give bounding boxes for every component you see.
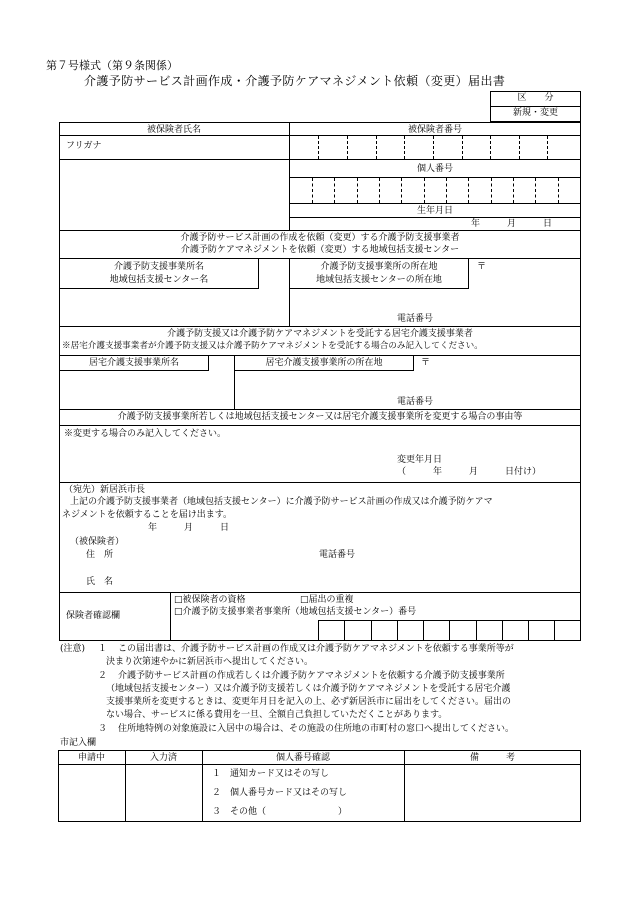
homecare-postal-mark: 〒 — [421, 358, 431, 368]
city-applying-cell[interactable] — [59, 765, 124, 821]
category-label: 区 分 — [517, 93, 554, 103]
note-1-number: １ — [98, 644, 108, 654]
insured-name-field[interactable] — [60, 160, 288, 229]
insurer-check-label: 保険者確認欄 — [66, 611, 121, 621]
city-col-id-check: 個人番号確認 — [275, 753, 330, 763]
applicant-address-label: 住 所 — [86, 550, 114, 560]
applicant-address-field[interactable] — [120, 548, 310, 562]
note-2-line-2: （地域包括支援センター）又は介護予防支援若しくは介護予防ケアマネジメントを受託する居宅介護 — [106, 684, 511, 694]
city-col-entered: 入力済 — [149, 753, 177, 763]
check-duplicate[interactable]: □届出の重複 — [300, 595, 354, 605]
city-col-remarks: 備 考 — [469, 753, 515, 763]
birthdate-field[interactable]: 年 月 日 — [471, 219, 553, 229]
check-qualification[interactable]: □被保険者の資格 — [174, 595, 246, 605]
declaration-line-2: ネジメントを依頼することを届け出ます。 — [62, 510, 233, 520]
check-provider-number[interactable]: □介護予防支援事業者事業所（地域包括支援センター）番号 — [174, 607, 417, 617]
provider-heading-2: 介護予防ケアマネジメントを依頼（変更）する地域包括支援センター — [180, 245, 460, 255]
note-2-line-3: 支援事業所を変更するときは、変更年月日を記入の上、必ず新居浜市に届出をしてください。届出の — [106, 697, 512, 707]
id-check-item-3[interactable]: ３ その他（ ） — [212, 807, 348, 817]
note-2-line-4: ない場合、サービスに係る費用を一旦、全額自己負担していただくことがあります。 — [106, 710, 448, 720]
change-date-label: 変更年月日 — [397, 455, 443, 465]
applicant-label: （被保険者） — [70, 537, 125, 547]
note-3-number: ３ — [98, 724, 108, 734]
insured-number-label: 被保険者番号 — [407, 125, 462, 135]
city-entered-cell[interactable] — [126, 765, 201, 821]
homecare-heading-1: 介護予防支援又は介護予防ケアマネジメントを受託する居宅介護支援事業者 — [167, 329, 473, 339]
provider-name-field[interactable] — [60, 290, 288, 325]
category-value[interactable]: 新規・変更 — [512, 108, 558, 118]
birthdate-label: 生年月日 — [416, 206, 453, 216]
provider-address-label-2: 地域包括支援センターの所在地 — [316, 275, 442, 285]
provider-postal-mark: 〒 — [477, 262, 487, 272]
form-title: 介護予防サービス計画作成・介護予防ケアマネジメント依頼（変更）届出書 — [84, 74, 506, 88]
city-col-applying: 申請中 — [77, 753, 105, 763]
insured-name-label: 被保険者氏名 — [146, 125, 201, 135]
notes-prefix: (注意) — [60, 644, 86, 654]
homecare-address-label: 居宅介護支援事業所の所在地 — [265, 358, 383, 368]
provider-address-label-1: 介護予防支援事業所の所在地 — [320, 262, 438, 272]
applicant-name-label: 氏 名 — [86, 577, 114, 587]
provider-name-label-1: 介護予防支援事業所名 — [113, 262, 204, 272]
provider-heading-1: 介護予防サービス計画の作成を依頼（変更）する介護予防支援事業者 — [180, 233, 460, 243]
provider-name-label-2: 地域包括支援センター名 — [109, 275, 209, 285]
note-1-line-1: この届出書は、介護予防サービス計画の作成又は介護予防ケアマネジメントを依頼する事業所等が — [118, 644, 514, 654]
change-note: ※変更する場合のみ記入してください。 — [64, 429, 227, 439]
furigana-label: フリガナ — [66, 141, 102, 151]
applicant-phone-field[interactable] — [360, 548, 570, 562]
change-reason-label: 介護予防支援事業所若しくは地域包括支援センター又は居宅介護支援事業所を変更する場合の事由等 — [117, 412, 523, 422]
declaration-line-1: 上記の介護予防支援事業者（地域包括支援センター）に介護予防サービス計画の作成又は介護予防ケアマ — [70, 497, 493, 507]
declaration-date[interactable]: 年 月 日 — [148, 523, 230, 533]
homecare-heading-2: ※居宅介護支援事業者が介護予防支援又は介護予防ケアマネジメントを受託する場合のみ記入してください。 — [62, 341, 483, 351]
change-date-field[interactable]: （ 年 月 日付け） — [397, 467, 542, 477]
homecare-phone-label: 電話番号 — [397, 397, 434, 407]
city-section-title: 市記入欄 — [60, 738, 97, 748]
homecare-name-field[interactable] — [60, 372, 233, 408]
note-1-line-2: 決まり次第速やかに新居浜市へ提出してください。 — [106, 657, 314, 667]
provider-address-field[interactable] — [290, 290, 580, 312]
city-remarks-cell[interactable] — [405, 765, 580, 821]
homecare-address-field[interactable] — [235, 372, 580, 394]
applicant-name-field[interactable] — [120, 575, 420, 589]
provider-phone-label: 電話番号 — [397, 314, 434, 324]
note-3-line-1: 住所地特例の対象施設に入居中の場合は、その施設の住所地の市町村の窓口へ提出してください。 — [118, 724, 515, 734]
homecare-name-label: 居宅介護支援事業所名 — [88, 358, 179, 368]
id-check-item-2[interactable]: ２ 個人番号カード又はその写し — [212, 788, 348, 798]
insured-number-field[interactable] — [290, 136, 580, 159]
note-2-line-1: 介護予防サービス計画の作成若しくは介護予防ケアマネジメントを依頼する介護予防支援事業所 — [118, 671, 505, 681]
id-check-item-1[interactable]: １ 通知カード又はその写し — [212, 769, 330, 779]
applicant-phone-label: 電話番号 — [319, 550, 356, 560]
individual-number-label: 個人番号 — [416, 164, 453, 174]
form-number: 第７号様式（第９条関係） — [46, 59, 178, 72]
addressee: （宛先）新居浜市長 — [64, 485, 146, 495]
note-2-number: ２ — [98, 671, 108, 681]
